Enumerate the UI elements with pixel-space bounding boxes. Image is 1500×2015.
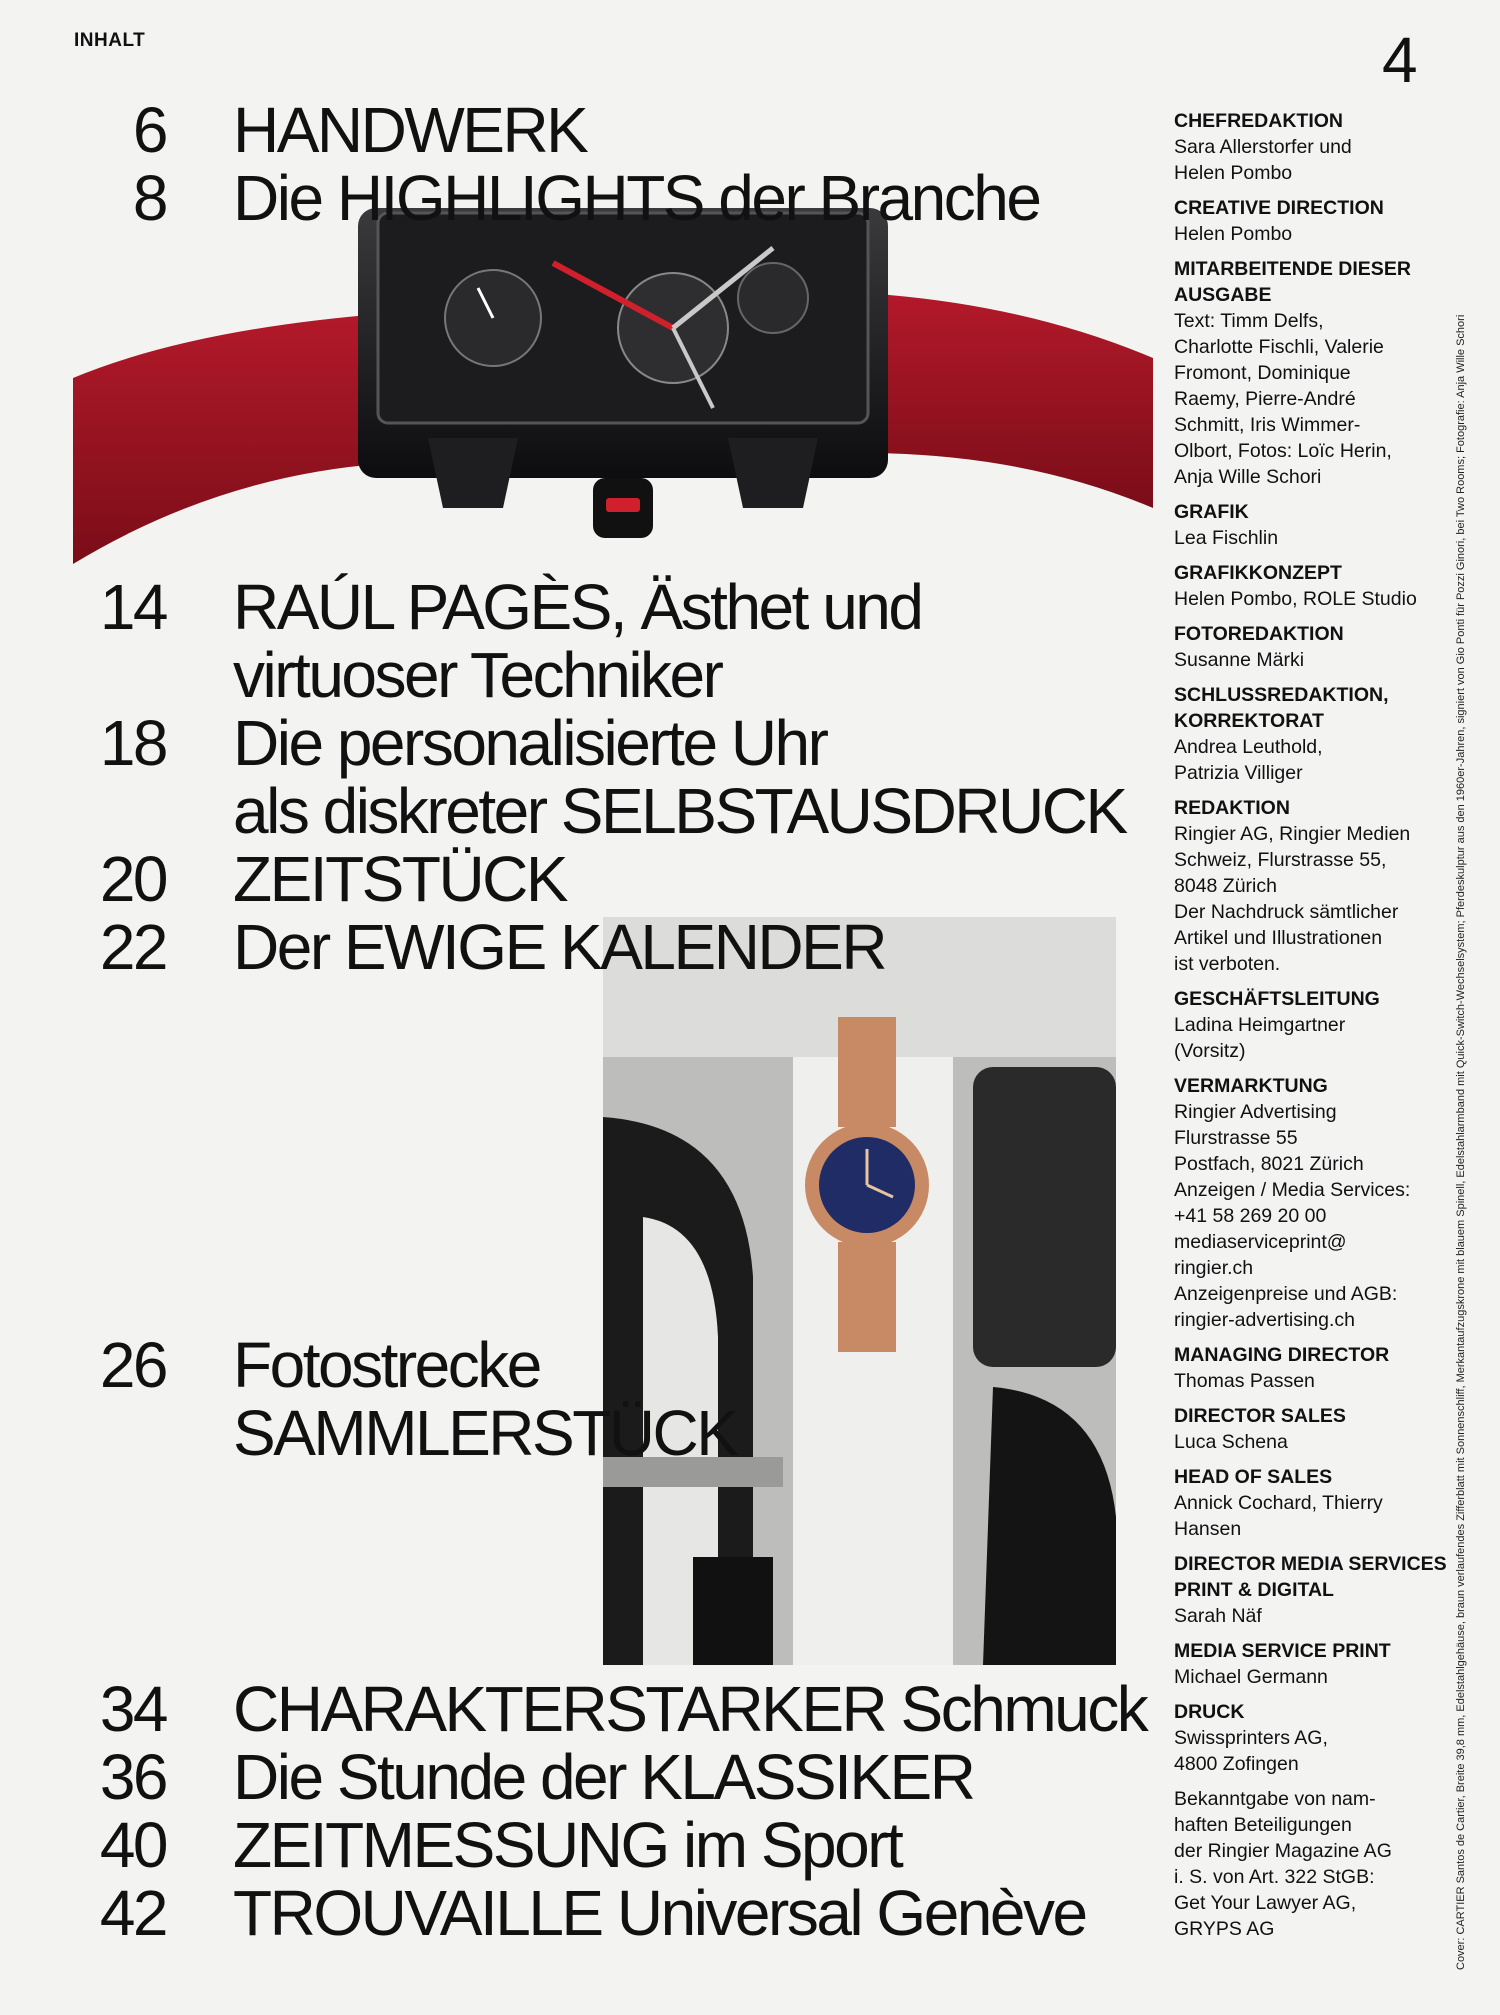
masthead-line: ist verboten. [1174, 953, 1281, 975]
masthead-block [1174, 1342, 1449, 1394]
masthead-title: GRAFIKKONZEPT [1174, 562, 1342, 584]
masthead-line: Helen Pombo, ROLE Studio [1174, 588, 1417, 610]
masthead-block [1174, 1699, 1449, 1777]
masthead-title: FOTOREDAKTION [1174, 623, 1344, 645]
section-label: INHALT [74, 30, 146, 51]
masthead-title: CHEFREDAKTION [1174, 110, 1343, 132]
masthead-line: ringier.ch [1174, 1257, 1254, 1279]
table-of-contents: 6 HANDWERK 8 Die HIGHLIGHTS der Branche 14 RAÚL PAGÈS, Ästhet und virtuoser Techniker 18 Die personalisierte Uhr als diskreter SELBSTAUSDRUCK 20 ZEITSTÜCK 22 Der EWIGE KALENDER 26 Fotostrecke SAMMLERSTÜCK 34 CHARAKTERSTARKER Schmuck 36 Die Stunde der KLASSIKER 40 ZEITMESSUNG im Sport 42 TROUVAILLE Universal Genève [99, 94, 1147, 1949]
masthead-line: Artikel und Illustrationen [1174, 927, 1383, 949]
masthead-line: Schmitt, Iris Wimmer- [1174, 414, 1361, 436]
masthead-line: Der Nachdruck sämtlicher [1174, 901, 1399, 923]
masthead-title: SCHLUSSREDAKTION, KORREKTORAT [1174, 684, 1389, 732]
masthead-line: Ringier AG, Ringier Medien [1174, 823, 1411, 845]
masthead-block [1174, 1638, 1449, 1690]
masthead-line: Hansen [1174, 1518, 1242, 1540]
masthead-title: CREATIVE DIRECTION [1174, 197, 1384, 219]
masthead-line: Anzeigenpreise und AGB: [1174, 1283, 1398, 1305]
masthead-title: GRAFIK [1174, 501, 1249, 523]
masthead-line: Olbort, Fotos: Loïc Herin, [1174, 440, 1392, 462]
masthead-line: haften Beteiligungen [1174, 1814, 1352, 1836]
masthead-line: (Vorsitz) [1174, 1040, 1246, 1062]
masthead-line: Luca Schena [1174, 1431, 1288, 1453]
masthead-line: Swissprinters AG, [1174, 1727, 1328, 1749]
masthead-title: DRUCK [1174, 1701, 1245, 1723]
masthead-block [1174, 621, 1449, 673]
masthead-block [1174, 499, 1449, 551]
masthead-line: Anja Wille Schori [1174, 466, 1322, 488]
masthead-block [1174, 1786, 1449, 1942]
masthead-title: VERMARKTUNG [1174, 1075, 1328, 1097]
masthead-line: 4800 Zofingen [1174, 1753, 1299, 1775]
masthead-line: GRYPS AG [1174, 1918, 1275, 1940]
masthead-block [1174, 195, 1449, 247]
masthead-title: DIRECTOR MEDIA SERVICES PRINT & DIGITAL [1174, 1553, 1447, 1601]
masthead-line: Anzeigen / Media Services: [1174, 1179, 1411, 1201]
masthead-line: Charlotte Fischli, Valerie [1174, 336, 1384, 358]
masthead-line: Text: Timm Delfs, [1174, 310, 1324, 332]
masthead-title: MANAGING DIRECTOR [1174, 1344, 1390, 1366]
masthead-line: Raemy, Pierre-André [1174, 388, 1356, 410]
masthead-block [1174, 256, 1449, 490]
masthead-line: Bekanntgabe von nam- [1174, 1788, 1376, 1810]
masthead [1174, 108, 1449, 1951]
masthead-line: Fromont, Dominique [1174, 362, 1351, 384]
masthead-line: ringier-advertising.ch [1174, 1309, 1355, 1331]
masthead-block [1174, 1464, 1449, 1542]
masthead-block [1174, 560, 1449, 612]
masthead-title: GESCHÄFTSLEITUNG [1174, 988, 1380, 1010]
masthead-line: 8048 Zürich [1174, 875, 1277, 897]
masthead-line: i. S. von Art. 322 StGB: [1174, 1866, 1375, 1888]
masthead-block [1174, 108, 1449, 186]
masthead-line: der Ringier Magazine AG [1174, 1840, 1392, 1862]
masthead-line: Get Your Lawyer AG, [1174, 1892, 1357, 1914]
page-number: 4 [1382, 24, 1418, 96]
masthead-line: +41 58 269 20 00 [1174, 1205, 1327, 1227]
masthead-line: Postfach, 8021 Zürich [1174, 1153, 1364, 1175]
masthead-line: Susanne Märki [1174, 649, 1305, 671]
masthead-line: Helen Pombo [1174, 162, 1293, 184]
masthead-block [1174, 1551, 1449, 1629]
masthead-block [1174, 795, 1449, 977]
masthead-block [1174, 986, 1449, 1064]
masthead-block [1174, 1073, 1449, 1333]
masthead-line: Sarah Näf [1174, 1605, 1262, 1627]
masthead-title: MITARBEITENDE DIESER AUSGABE [1174, 258, 1411, 306]
masthead-title: HEAD OF SALES [1174, 1466, 1333, 1488]
masthead-line: Patrizia Villiger [1174, 762, 1303, 784]
masthead-line: Michael Germann [1174, 1666, 1328, 1688]
cover-credit: Cover: CARTIER Santos de Cartier, Breite 39,8 mm, Edelstahlgehäuse, braun verlaufendes Zifferblatt mit Sonnenschliff, Merkantaufzugskrone mit blauem Spinell, Edelstahlarmband mit Quick-Switch-Wechselsystem; Pferdeskulptur aus den 1960er-Jahren, signiert von Gio Ponti für Pozzi Ginori, bei Two Rooms; Fotografie: Anja Wille Schori [1455, 314, 1467, 1970]
masthead-title: REDAKTION [1174, 797, 1290, 819]
masthead-block [1174, 1403, 1449, 1455]
masthead-line: Thomas Passen [1174, 1370, 1315, 1392]
masthead-line: Annick Cochard, Thierry [1174, 1492, 1383, 1514]
masthead-line: Sara Allerstorfer und [1174, 136, 1352, 158]
masthead-line: mediaserviceprint@ [1174, 1231, 1347, 1253]
masthead-line: Ringier Advertising [1174, 1101, 1337, 1123]
masthead-line: Lea Fischlin [1174, 527, 1279, 549]
masthead-title: MEDIA SERVICE PRINT [1174, 1640, 1391, 1662]
masthead-line: Ladina Heimgartner [1174, 1014, 1346, 1036]
masthead-line: Andrea Leuthold, [1174, 736, 1323, 758]
masthead-line: Schweiz, Flurstrasse 55, [1174, 849, 1387, 871]
masthead-block [1174, 682, 1449, 786]
masthead-line: Flurstrasse 55 [1174, 1127, 1298, 1149]
masthead-line: Helen Pombo [1174, 223, 1293, 245]
masthead-title: DIRECTOR SALES [1174, 1405, 1346, 1427]
